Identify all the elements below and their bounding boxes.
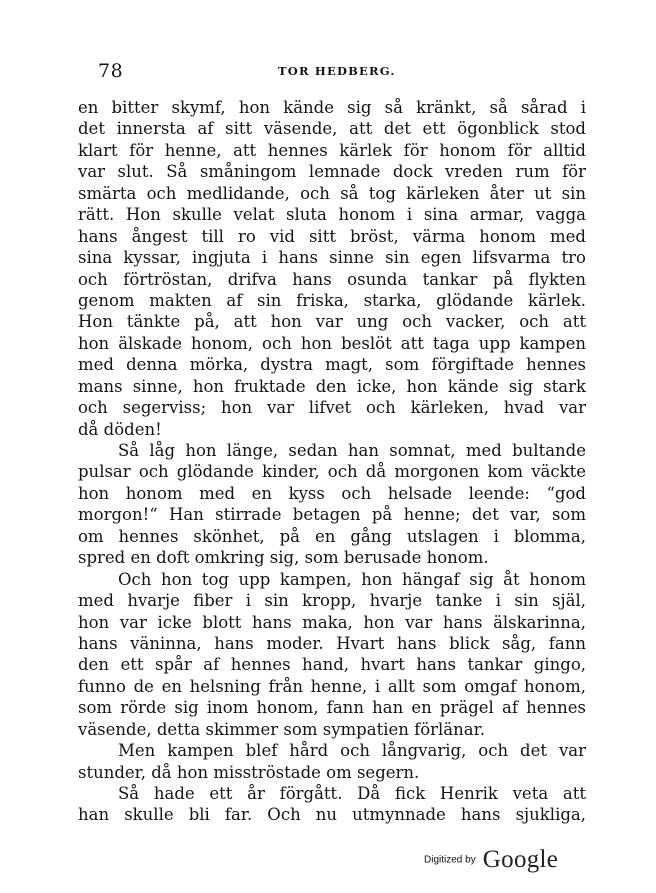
- digitized-by-label: Digitized by: [424, 854, 476, 866]
- text-line: om hennes skönhet, på en gång utslagen i blomma,: [78, 526, 586, 546]
- text-line: han skulle bli far. Och nu utmynnade hans sjukliga,: [78, 805, 586, 825]
- text-line: den ett spår af hennes hand, hvart hans tankar gingo,: [78, 655, 586, 675]
- text-line: Och hon tog upp kampen, hon hängaf sig åt honom: [118, 569, 586, 589]
- text-line: hon honom med en kyss och helsade leende: “god: [78, 483, 586, 503]
- text-line: genom makten af sin friska, starka, glödande kärlek.: [78, 290, 586, 310]
- text-line: det innersta af sitt väsende, att det ett ögonblick stod: [78, 119, 586, 139]
- text-line: som rörde sig inom honom, fann han en prägel af hennes: [78, 698, 586, 718]
- text-line: och förtröstan, drifva hans osunda tankar på flykten: [78, 269, 586, 289]
- text-line: med denna mörka, dystra magt, som förgiftade hennes: [78, 355, 586, 375]
- page-header: [0, 60, 656, 84]
- text-line: Hon tänkte på, att hon var ung och vacker, och att: [78, 312, 586, 332]
- text-line: med hvarje fiber i sin kropp, hvarje tanke i sin själ,: [78, 591, 586, 611]
- text-line: var slut. Så småningom lemnade dock vreden rum för: [78, 162, 586, 182]
- text-line: då döden!: [78, 419, 162, 439]
- text-line: och segerviss; hon var lifvet och kärleken, hvad var: [78, 398, 586, 418]
- text-line: hon var icke blott hans maka, hon var hans älskarinna,: [78, 612, 586, 632]
- text-line: funno de en helsning från henne, i allt som omgaf honom,: [78, 676, 586, 696]
- text-line: sina kyssar, ingjuta i hans sinne sin egen lifsvarma tro: [78, 248, 586, 268]
- text-line: en bitter skymf, hon kände sig så kränkt, så sårad i: [78, 98, 586, 117]
- text-line: mans sinne, hon fruktade den icke, hon kände sig stark: [78, 376, 586, 396]
- text-line: Så hade ett år förgått. Då fick Henrik veta att: [118, 784, 586, 803]
- text-line: spred en doft omkring sig, som berusade honom.: [78, 548, 489, 568]
- text-line: väsende, detta skimmer som sympatien förlänar.: [78, 719, 485, 739]
- text-line: Men kampen blef hård och långvarig, och det var: [118, 741, 586, 761]
- text-line: pulsar och glödande kinder, och då morgonen kom väckte: [78, 462, 586, 482]
- google-logo-text: Google: [482, 846, 559, 873]
- text-line: hans ångest till ro vid sitt bröst, värma honom med: [78, 226, 586, 246]
- text-line: morgon!“ Han stirrade betagen på henne; det var, som: [78, 505, 586, 525]
- text-line: stunder, då hon misströstade om segern.: [78, 762, 420, 782]
- digitized-by-google-watermark: [424, 846, 558, 876]
- text-line: hans väninna, hans moder. Hvart hans blick såg, fann: [78, 633, 586, 653]
- running-title: TOR HEDBERG.: [278, 64, 396, 78]
- page-number: 78: [98, 60, 124, 82]
- body-text: [78, 97, 586, 826]
- text-line: hon älskade honom, och hon beslöt att taga upp kampen: [78, 333, 586, 353]
- text-line: klart för henne, att hennes kärlek för honom för alltid: [78, 140, 586, 160]
- text-line: rätt. Hon skulle velat sluta honom i sina armar, vagga: [78, 205, 586, 225]
- text-line: Så låg hon länge, sedan han somnat, med bultande: [118, 441, 586, 460]
- text-line: smärta och medlidande, och så tog kärleken åter ut sin: [78, 183, 586, 203]
